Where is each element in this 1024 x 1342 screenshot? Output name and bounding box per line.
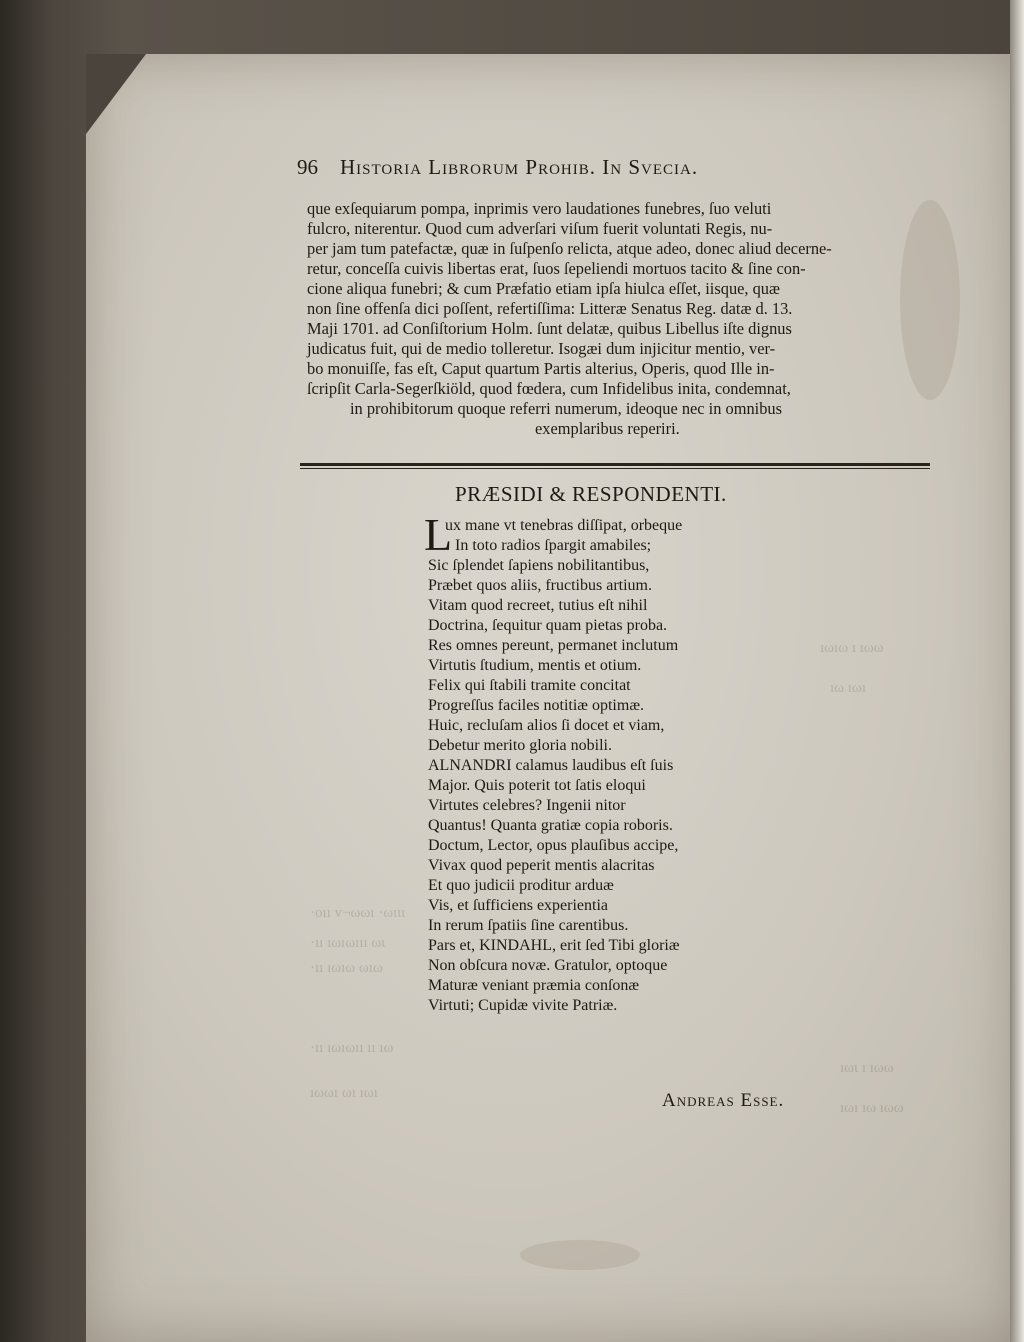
paper-stain [520,1240,640,1270]
verse-line: Vis, et ſufficiens experientia [428,897,609,914]
show-through-text: ·oıı v¬ωωı ·ωιιι [310,905,406,921]
verse-line: Quantus! Quanta gratiæ copia roboris. [428,817,673,834]
verse-line: Sic ſplendet ſapiens nobilitantibus, [428,557,650,574]
verse-line: Maturæ veniant præmia conſonæ [428,977,640,994]
prose-line: exemplaribus reperiri. [535,419,680,438]
verse-line: Vivax quod peperit mentis alacritas [428,857,655,874]
show-through-text: ·ıı ıωıω ωıω [310,960,383,976]
verse-line: Debetur merito gloria nobili. [428,737,612,754]
paper-stain [900,200,960,400]
poem-signature: Andreas Esse. [662,1090,785,1111]
prose-line: fulcro, niterentur. Quod cum adverſari viſum fuerit voluntati Regis, nu- [307,219,773,238]
verse-line: Progreſſus faciles notitiæ optimæ. [428,697,644,714]
poem-title: PRÆSIDI & RESPONDENTI. [455,482,727,506]
prose-line: per jam tum patefactæ, quæ in ſuſpenſo relicta, atque adeo, donec aliud decerne- [307,239,832,258]
prose-line: Maji 1701. ad Conſiſtorium Holm. ſunt delatæ, quibus Libellus iſte dignus [307,319,792,338]
verse-line: In rerum ſpatiis ſine carentibus. [428,917,629,934]
verse-line: Pars et, KINDAHL, erit ſed Tibi gloriæ [428,937,680,954]
show-through-text: ıω ıωı [830,680,866,696]
drop-capital: L [424,509,453,560]
running-title: Historia Librorum Prohib. In Svecia. [340,155,699,179]
prose-line: ſcripſit Carla-Segerſkiöld, quod fœdera, cum Infidelibus inita, condemnat, [307,379,791,398]
verse-line: Non obſcura novæ. Gratulor, optoque [428,957,668,974]
verse-line: Doctum, Lector, opus plauſibus accipe, [428,837,679,854]
verse-line: Major. Quis poterit tot ſatis eloqui [428,777,646,794]
verse-line: Felix qui ſtabili tramite concitat [428,677,631,694]
show-through-text: ıωι ı ıωω [840,1060,894,1076]
verse-line: Virtuti; Cupidæ vivite Patriæ. [428,997,618,1014]
show-through-text: ·ıı ıωıωıı ıı ıω [310,1040,394,1056]
show-through-text: ıωı ıω ıωω [840,1100,904,1116]
verse-line: Præbet quos aliis, fructibus artium. [428,577,652,594]
prose-line: cione aliqua funebri; & cum Præfatio etiam ipſa hiulca eſſet, iisque, quæ [307,279,780,298]
verse-line: Virtutes celebres? Ingenii nitor [428,797,626,814]
prose-line: judicatus fuit, qui de medio tolleretur. Isogæi dum injicitur mentio, ver- [307,339,776,358]
section-divider-thin [300,468,930,469]
page-corner-fold [86,54,146,134]
verse-line: Vitam quod recreet, tutius eſt nihil [428,597,648,614]
verse-line: Doctrina, ſequitur quam pietas proba. [428,617,668,634]
verse-line: In toto radios ſpargit amabiles; [455,537,652,554]
verse-line: Et quo judicii proditur arduæ [428,877,614,894]
page-number: 96 [297,155,318,179]
verse-line: ux mane vt tenebras diſſipat, orbeque [445,517,683,534]
next-page-edge [1010,0,1024,1342]
show-through-text: ıωωı ωı ıωı [310,1085,378,1101]
section-divider [300,463,930,466]
verse-line: Virtutis ſtudium, mentis et otium. [428,657,642,674]
prose-line: retur, conceſſa cuivis libertas erat, ſuos ſepeliendi mortuos tacito & ſine con- [307,259,806,278]
verse-line: Res omnes pereunt, permanet inclutum [428,637,679,654]
prose-line: non ſine offenſa dici poſſent, refertiſſima: Litteræ Senatus Reg. datæ d. 13. [307,299,793,318]
verse-line: Huic, recluſam alios ſi docet et viam, [428,717,665,734]
show-through-text: ·ıı ıωıωııı ωι [310,935,386,951]
prose-line: bo monuiſſe, fas eſt, Caput quartum Partis alterius, Operis, quod Ille in- [307,359,775,378]
verse-line: ALNANDRI calamus laudibus eſt ſuis [428,757,674,774]
prose-line: que exſequiarum pompa, inprimis vero laudationes funebres, ſuo veluti [307,199,772,218]
show-through-text: ıωıω ı ıωω [820,640,884,656]
prose-line: in prohibitorum quoque referri numerum, ideoque nec in omnibus [350,399,782,418]
